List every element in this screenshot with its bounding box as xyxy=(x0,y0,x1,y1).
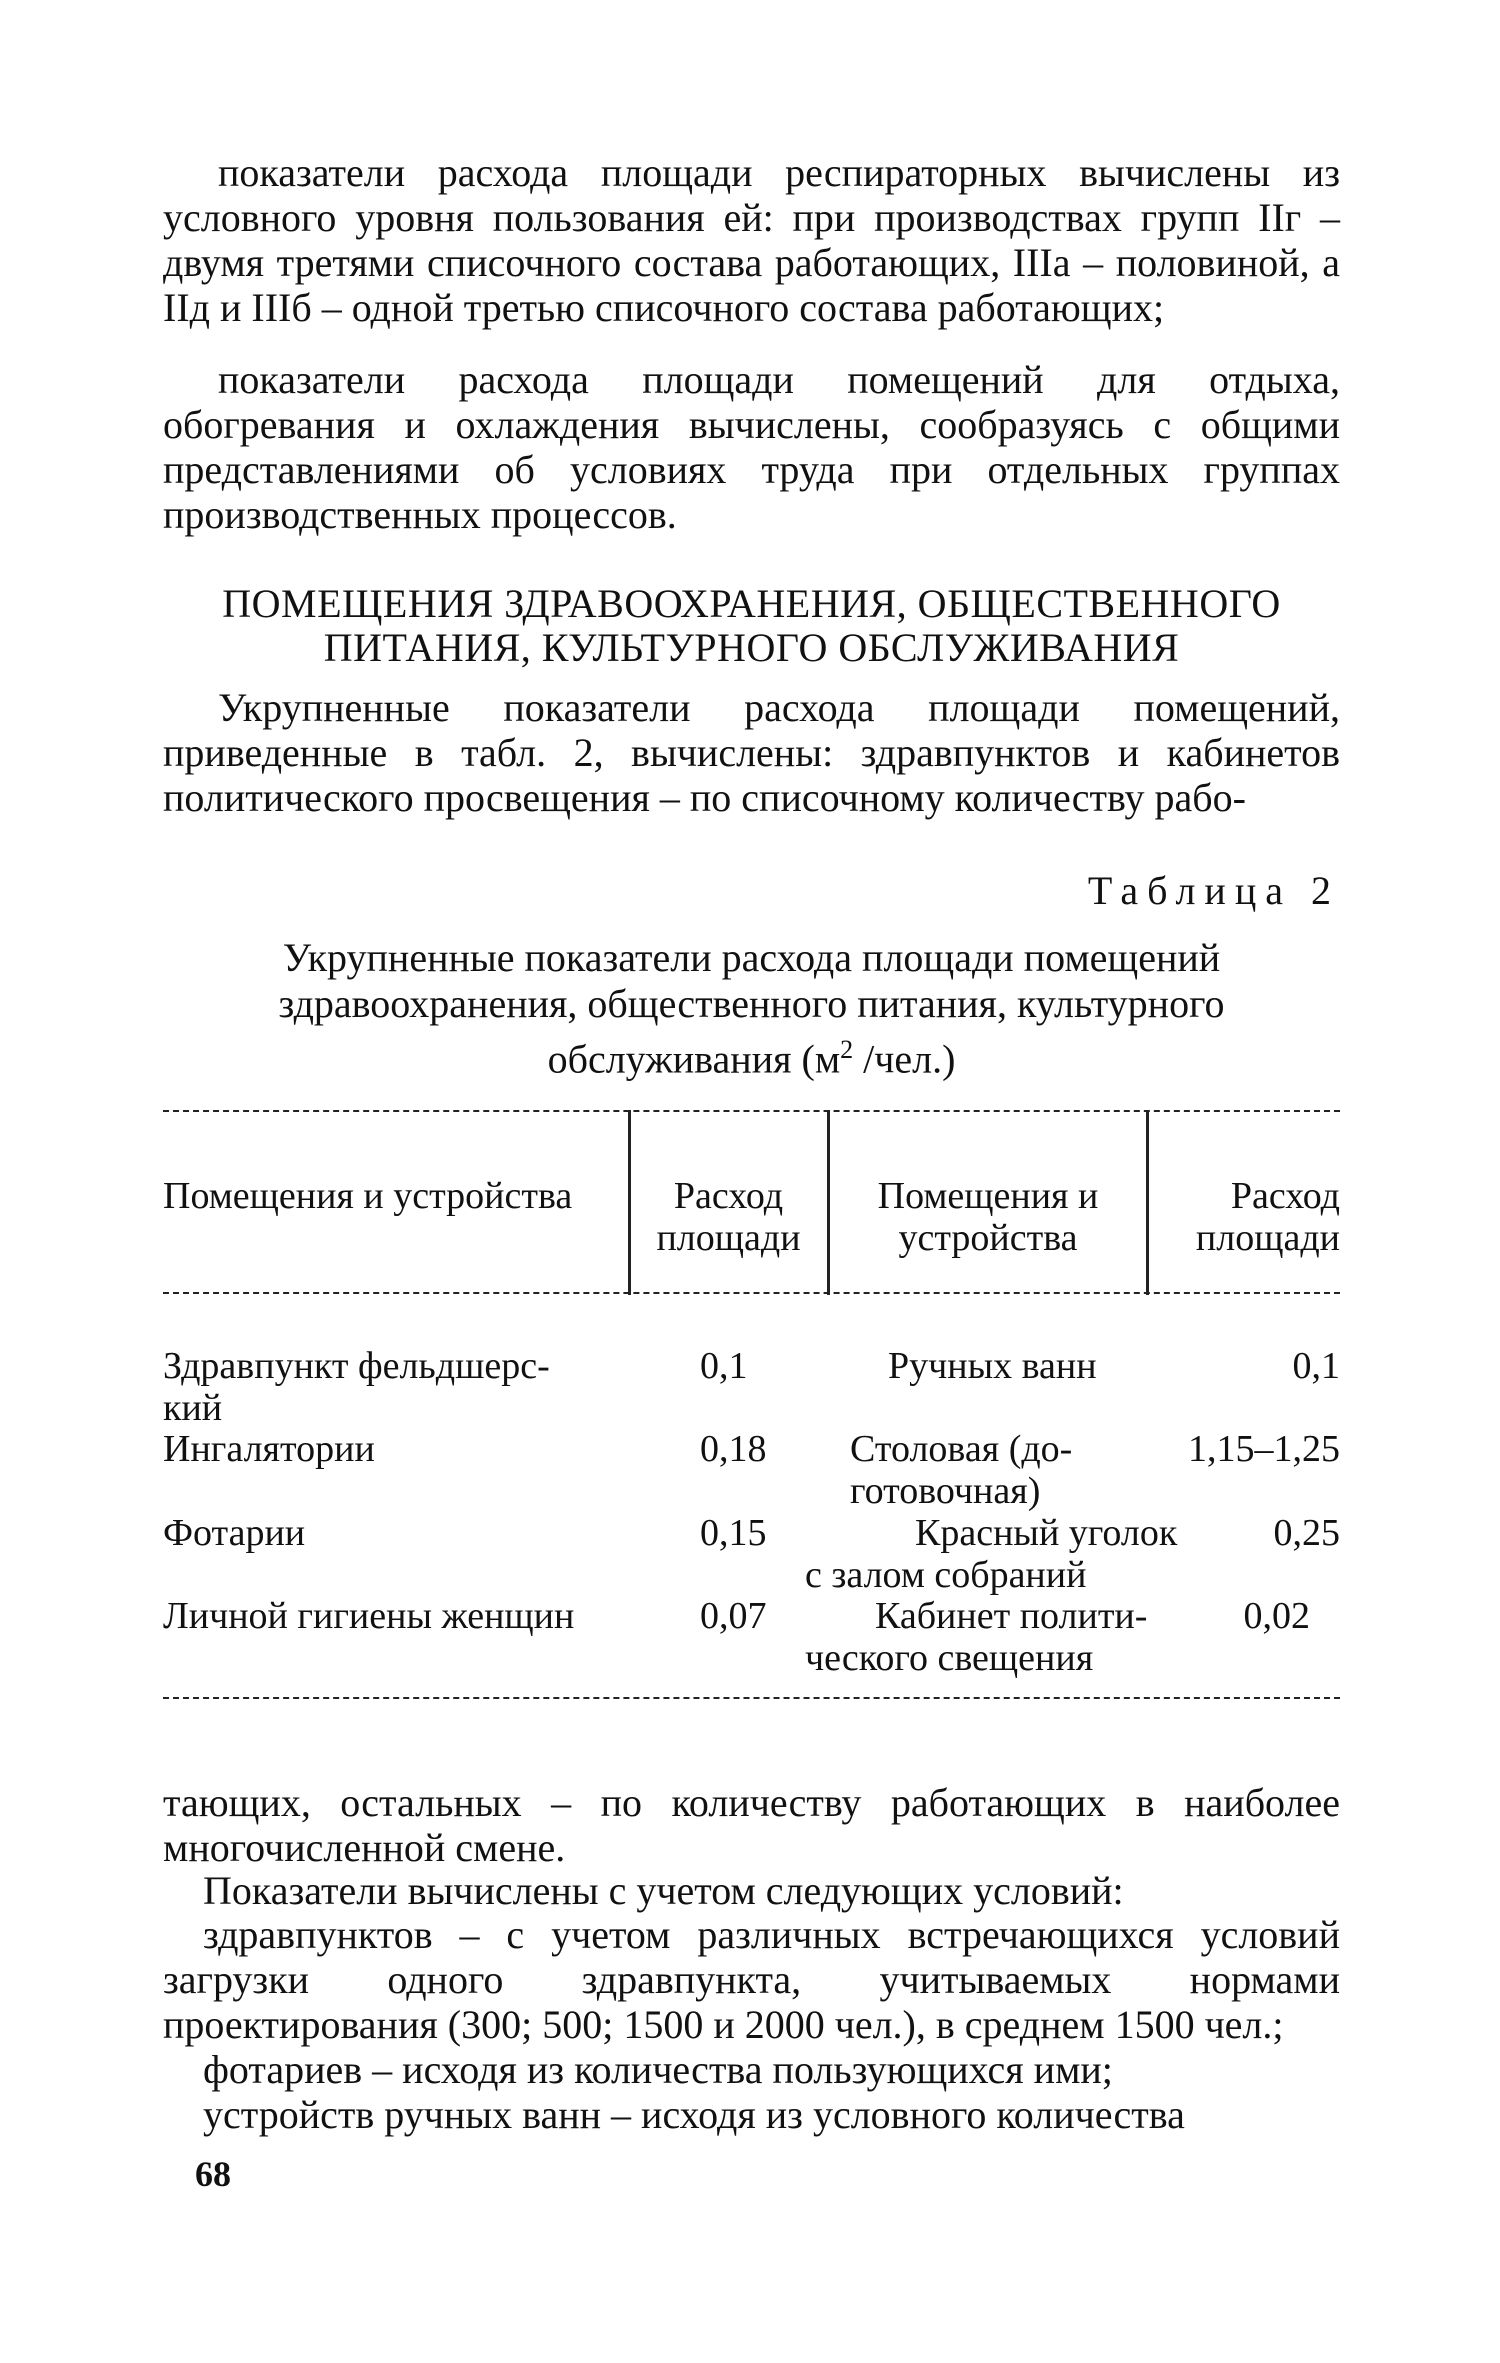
header-area-right-line1: Расход xyxy=(1230,1175,1340,1217)
table-row-4-right-name xyxy=(805,1595,1147,1679)
header-rooms-devices-right xyxy=(830,1175,1146,1259)
table-header-rule xyxy=(163,1292,1340,1294)
row-2-right-line2: готовочная) xyxy=(850,1470,1041,1512)
table-row-3-right-name xyxy=(805,1512,1177,1596)
table-divider-3 xyxy=(1146,1110,1149,1295)
table-row-4-left-value: 0,07 xyxy=(700,1595,767,1637)
caption-line-3 xyxy=(163,1027,1340,1082)
header-rooms-devices-right-line2: устройства xyxy=(898,1217,1078,1259)
row-4-right-line2: ческого свещения xyxy=(805,1637,1094,1679)
table-row-2-left-value: 0,18 xyxy=(700,1428,767,1470)
after-paragraph-2: Показатели вычислены с учетом следующих условий: xyxy=(203,1868,1124,1913)
intro-paragraph-2: показатели расхода площади помещений для отдыха, обогревания и охлаждения вычислены, сообразуясь с общими представлениями об условиях труда при отдельных группах производственных процессов. xyxy=(163,357,1340,537)
after-paragraph-3: здравпунктов – с учетом различных встречающихся условий загрузки одного здравпункта, учитываемых нормами проектирования (300; 500; 1500 и 2000 чел.), в среднем 1500 чел.; xyxy=(163,1912,1340,2047)
table-row-1-left-value: 0,1 xyxy=(700,1345,748,1387)
section-heading-line2: ПИТАНИЯ, КУЛЬТУРНОГО ОБСЛУЖИВАНИЯ xyxy=(323,625,1180,670)
caption-line-3-pre: обслуживания (м xyxy=(547,1036,841,1082)
table-row-4-left-name: Личной гигиены женщин xyxy=(163,1595,575,1637)
row-1-left-line2: кий xyxy=(163,1387,223,1429)
row-4-right-line1: Кабинет полити- xyxy=(875,1595,1148,1637)
header-area-left-line2: площади xyxy=(656,1217,801,1259)
after-paragraph-4: фотариев – исходя из количества пользующихся ими; xyxy=(203,2047,1113,2092)
table-row-2-left-name: Ингалятории xyxy=(163,1428,375,1470)
after-paragraph-1: тающих, остальных – по количеству работающих в наиболее многочисленной смене. xyxy=(163,1780,1340,1870)
table-row-2-right-name xyxy=(850,1428,1072,1512)
table-row-3-left-name: Фотарии xyxy=(163,1512,306,1554)
after-paragraph-5: устройств ручных ванн – исходя из условного количества xyxy=(203,2092,1185,2137)
row-1-left-line1: Здравпункт фельдшерс- xyxy=(163,1345,550,1387)
caption-superscript: 2 xyxy=(840,1035,854,1064)
table-top-rule xyxy=(163,1110,1340,1112)
caption-line-3-post: /чел.) xyxy=(853,1036,956,1082)
caption-line-1: Укрупненные показатели расхода площади помещений xyxy=(282,935,1221,980)
header-rooms-devices-left: Помещения и устройства xyxy=(163,1175,573,1217)
section-paragraph-1: Укрупненные показатели расхода площади помещений, приведенные в табл. 2, вычислены: здравпунктов и кабинетов политического просвещения – по списочному количеству рабо- xyxy=(163,685,1340,820)
caption-line-2: здравоохранения, общественного питания, культурного xyxy=(278,981,1225,1026)
table-row-4-right-value: 0,02 xyxy=(1243,1595,1310,1637)
table-row-1-left-name xyxy=(163,1345,628,1429)
header-area-left-line1: Расход xyxy=(673,1175,784,1217)
table-label: Таблица 2 xyxy=(1087,868,1340,913)
header-area-right xyxy=(1150,1175,1340,1259)
table-bottom-rule xyxy=(163,1697,1340,1699)
table-row-3-left-value: 0,15 xyxy=(700,1512,767,1554)
table-row-1-right-name: Ручных ванн xyxy=(888,1345,1097,1387)
row-3-right-line2: с залом собраний xyxy=(805,1554,1087,1596)
table-caption xyxy=(163,935,1340,1082)
section-heading-line1: ПОМЕЩЕНИЯ ЗДРАВООХРАНЕНИЯ, ОБЩЕСТВЕННОГО xyxy=(222,581,1281,626)
intro-paragraph-1: показатели расхода площади респираторных вычислены из условного уровня пользования ей: при производствах групп IIг – двумя третями списочного состава работающих, IIIа – половиной, а IIд и IIIб – одной третью списочного состава работающих; xyxy=(163,150,1340,330)
header-area-right-line2: площади xyxy=(1195,1217,1340,1259)
row-2-right-line1: Столовая (до- xyxy=(850,1428,1073,1470)
table-row-3-right-value: 0,25 xyxy=(1273,1512,1340,1554)
table-row-2-right-value: 1,15–1,25 xyxy=(1188,1428,1340,1470)
row-3-right-line1: Красный уголок xyxy=(915,1512,1178,1554)
page-number: 68 xyxy=(195,2154,231,2194)
header-area-left xyxy=(630,1175,827,1259)
header-rooms-devices-right-line1: Помещения и xyxy=(877,1175,1099,1217)
table-row-1-right-value: 0,1 xyxy=(1292,1345,1340,1387)
